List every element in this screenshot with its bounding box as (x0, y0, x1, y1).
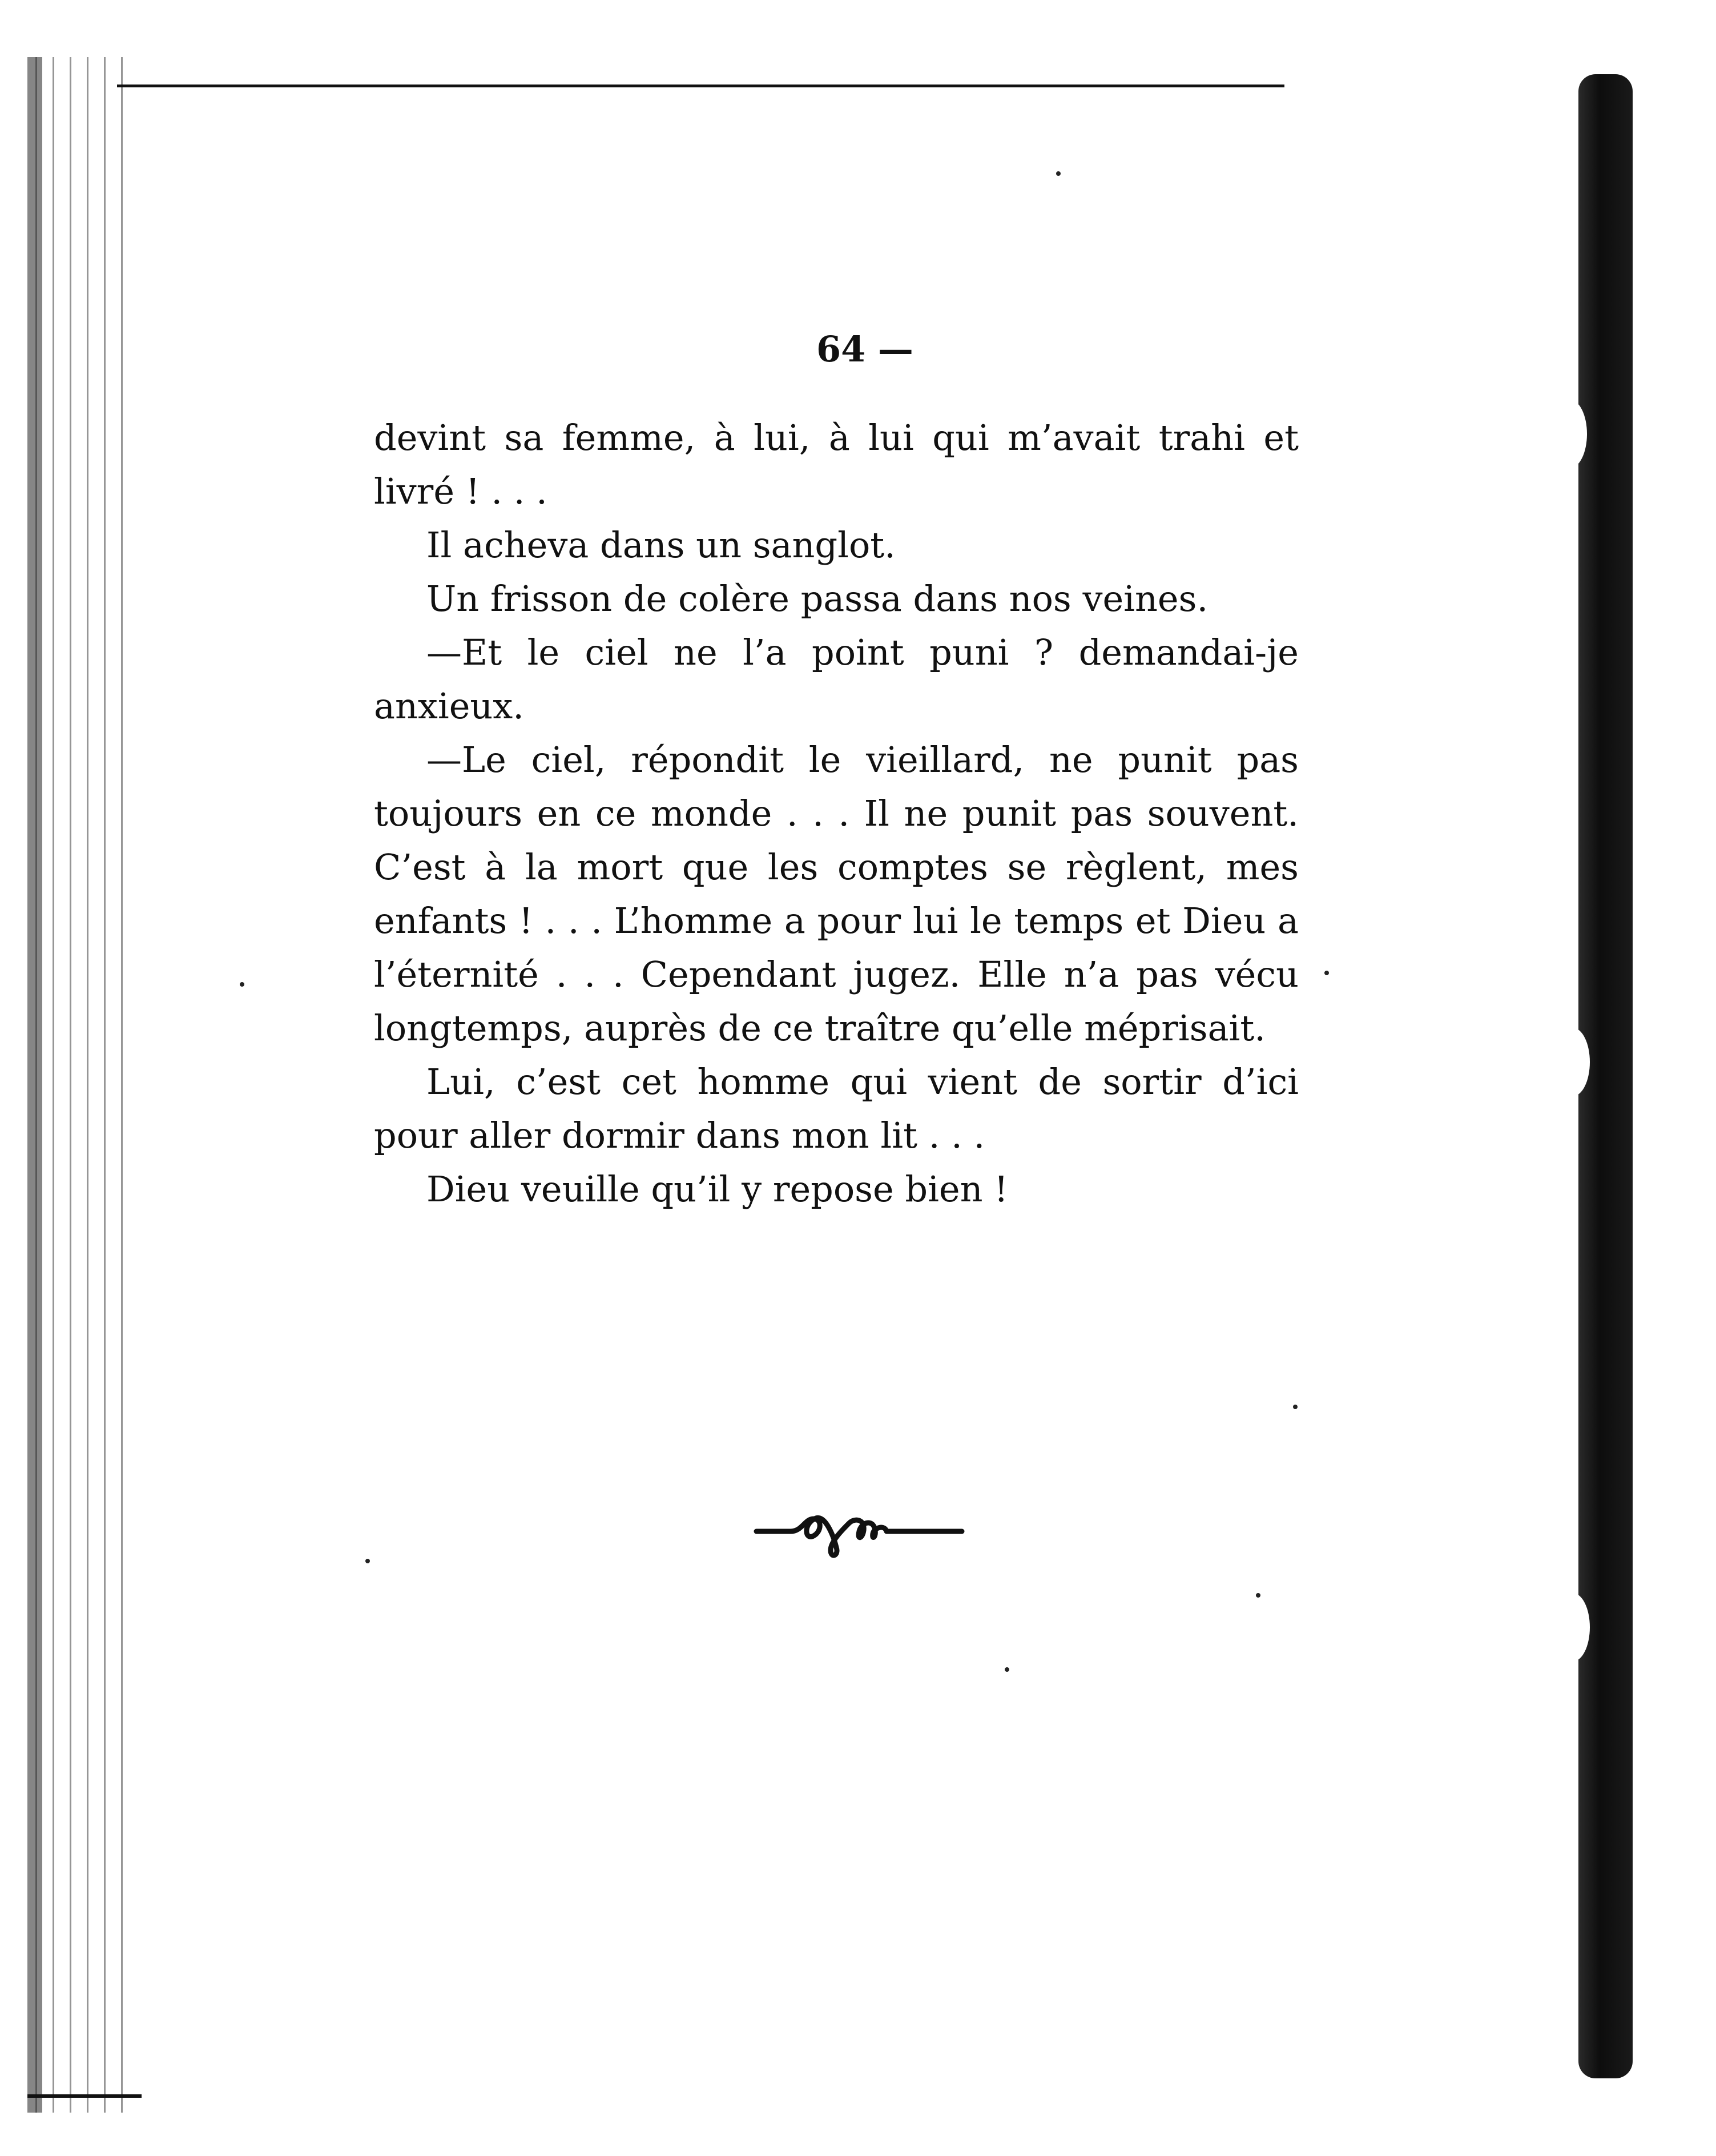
end-flourish-ornament (751, 1496, 968, 1564)
page-binding-edge (27, 57, 42, 2113)
page-binding-shadow (27, 57, 136, 2113)
paragraph: Un frisson de colère passa dans nos veines. (426, 578, 1209, 620)
paragraph: —Le ciel, répondit le vieillard, ne punit pas toujours en ce monde . . . Il ne punit pas souvent. C’est à la mort que les comptes se règlent, mes enfants ! . . . L’homme a pour lui le temps et Dieu a l’éternité . . . Cependant jugez. Elle n’a pas vécu longtemps, auprès de ce traître qu’elle méprisait. (374, 739, 1299, 1049)
scan-speck (1324, 971, 1329, 975)
paragraph: —Et le ciel ne l’a point puni ? demandai-je anxieux. (374, 631, 1299, 727)
paragraph: devint sa femme, à lui, à lui qui m’avait trahi et livré ! . . . (374, 417, 1299, 512)
scan-speck (240, 982, 244, 987)
page-number: 64 — (816, 328, 913, 370)
edge-notch (1556, 1593, 1590, 1662)
paragraph: Dieu veuille qu’il y repose bien ! (426, 1168, 1009, 1210)
paragraph: Lui, c’est cet homme qui vient de sortir d’ici pour aller dormir dans mon lit . . . (374, 1061, 1299, 1156)
scan-speck (365, 1559, 370, 1563)
body-text (374, 411, 1299, 1216)
page-top-edge (117, 85, 1284, 87)
scan-speck (1293, 1405, 1298, 1409)
edge-notch (1556, 1028, 1590, 1096)
paragraph: Il acheva dans un sanglot. (426, 524, 896, 566)
scan-speck (1256, 1593, 1260, 1598)
scan-speck (1056, 171, 1061, 176)
edge-notch (1553, 400, 1587, 468)
scan-speck (1005, 1667, 1009, 1672)
page-bottom-edge (27, 2094, 142, 2098)
